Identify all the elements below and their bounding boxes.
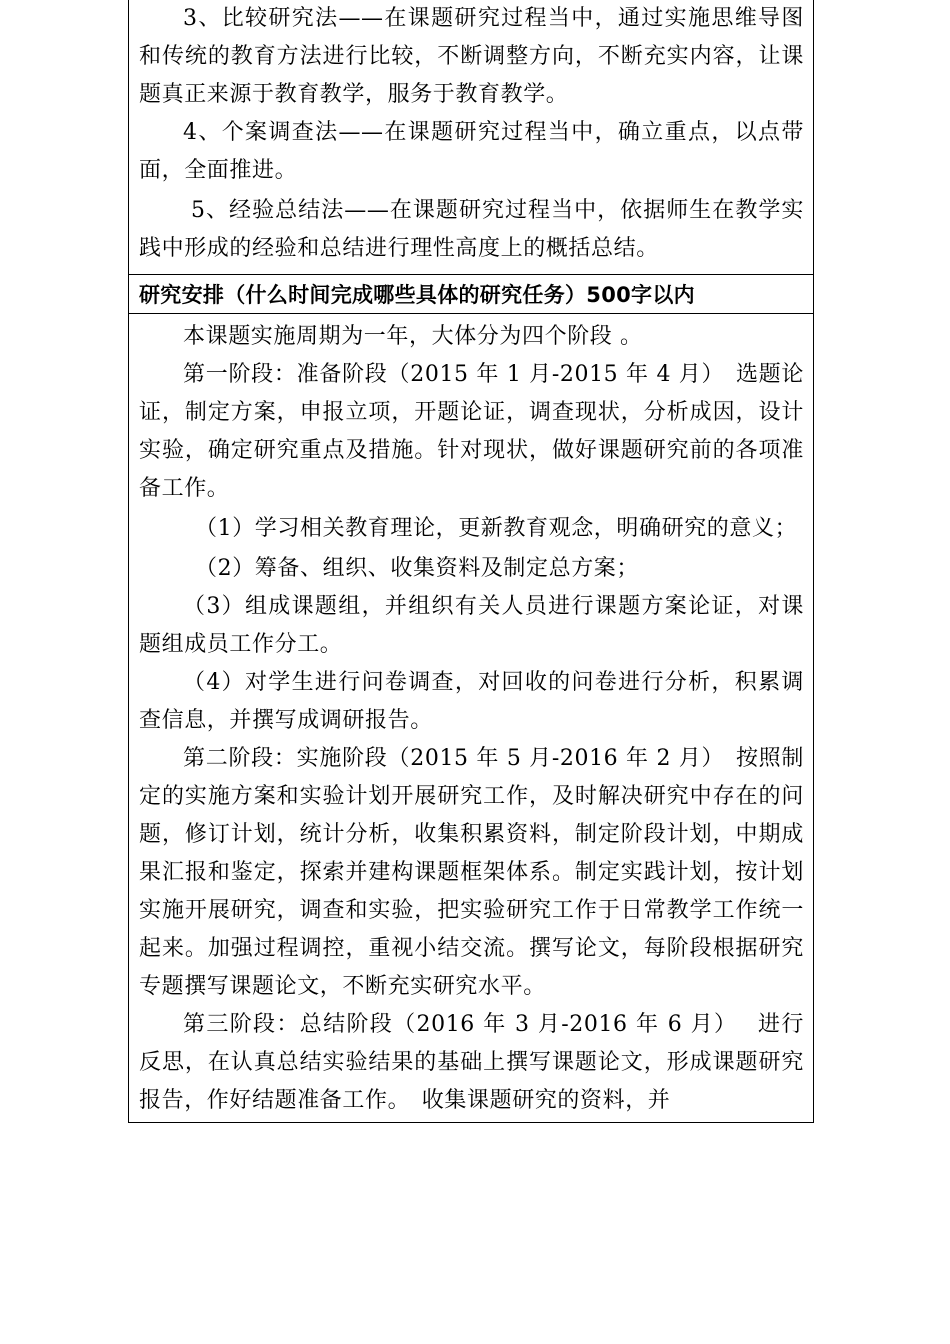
methods-cell: [129, 0, 813, 274]
method-case-study: 4、个案调查法——在课题研究过程当中，确立重点，以点带面，全面推进。: [139, 120, 804, 183]
phase-3-summary: 第三阶段：总结阶段（2016 年 3 月-2016 年 6 月） 进行反思，在认真总结实验结果的基础上撰写课题论文，形成课题研究报告，作好结题准备工作。 收集课题研究的资料，并: [139, 1012, 804, 1113]
phase-1-item-4: （4）对学生进行问卷调查，对回收的问卷进行分析，积累调查信息，并撰写成调研报告。: [139, 670, 804, 733]
phase-1-preparation: 第一阶段：准备阶段（2015 年 1 月-2015 年 4 月） 选题论证，制定方案，申报立项，开题论证，调查现状，分析成因，设计实验，确定研究重点及措施。针对现状，做好课题研究前的各项准备工作。: [139, 362, 804, 501]
method-experience-summary: 5、经验总结法——在课题研究过程当中，依据师生在教学实践中形成的经验和总结进行理性高度上的概括总结。: [139, 198, 804, 261]
research-plan-table: [128, 0, 814, 1123]
phase-1-item-3: （3）组成课题组，并组织有关人员进行课题方案论证，对课题组成员工作分工。: [139, 594, 804, 657]
schedule-intro: 本课题实施周期为一年，大体分为四个阶段 。: [183, 324, 643, 349]
section-header-research-schedule: [129, 274, 813, 314]
phase-1-item-2: （2）筹备、组织、收集资料及制定总方案；: [195, 556, 639, 581]
section-header-text: 研究安排（什么时间完成哪些具体的研究任务）500字以内: [139, 283, 695, 307]
method-comparative: 3、比较研究法——在课题研究过程当中，通过实施思维导图和传统的教育方法进行比较，不断调整方向，不断充实内容，让课题真正来源于教育教学，服务于教育教学。: [139, 6, 804, 107]
phase-2-implementation: 第二阶段：实施阶段（2015 年 5 月-2016 年 2 月） 按照制定的实施方案和实验计划开展研究工作，及时解决研究中存在的问题，修订计划，统计分析，收集积累资料，制定阶段计划，中期成果汇报和鉴定，探索并建构课题框架体系。制定实践计划，按计划实施开展研究，调查和实验，把实验研究工作于日常教学工作统一起来。加强过程调控，重视小结交流。撰写论文，每阶段根据研究专题撰写课题论文，不断充实研究水平。: [139, 746, 804, 999]
phase-1-item-1: （1）学习相关教育理论，更新教育观念，明确研究的意义；: [195, 516, 798, 541]
schedule-cell: [129, 314, 813, 1122]
